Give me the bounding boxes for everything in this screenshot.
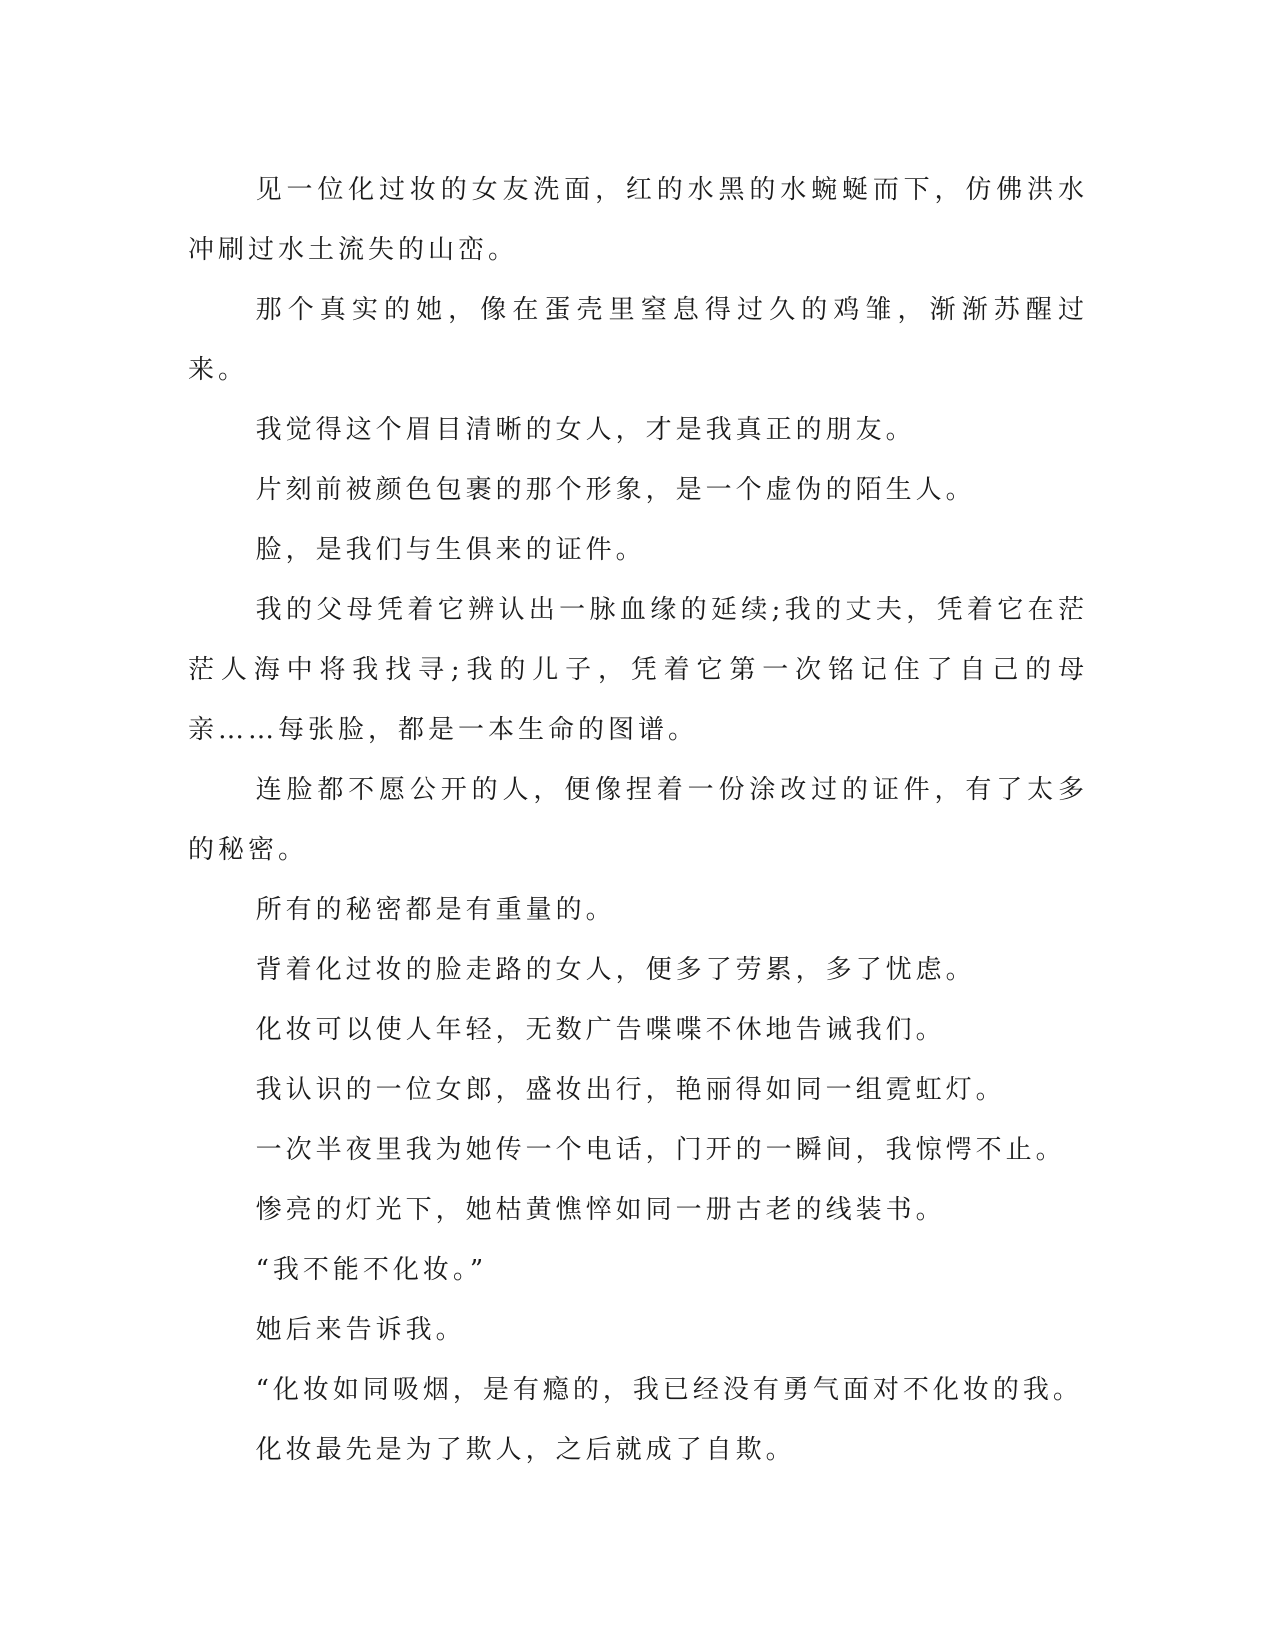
paragraph: 片刻前被颜色包裹的那个形象，是一个虚伪的陌生人。 [255, 475, 976, 505]
paragraph: 化妆可以使人年轻，无数广告喋喋不休地告诫我们。 [255, 1015, 946, 1045]
document-body [188, 160, 1088, 1480]
paragraph: “我不能不化妆。” [255, 1255, 488, 1285]
paragraph: 那个真实的她，像在蛋壳里窒息得过久的鸡雏，渐渐苏醒过来。 [188, 295, 1088, 385]
paragraph: 背着化过妆的脸走路的女人，便多了劳累，多了忧虑。 [255, 955, 976, 985]
paragraph: “化妆如同吸烟，是有瘾的，我已经没有勇气面对不化妆的我。 [255, 1375, 1083, 1405]
paragraph: 她后来告诉我。 [255, 1315, 466, 1345]
paragraph: 脸，是我们与生俱来的证件。 [255, 535, 646, 565]
paragraph: 我认识的一位女郎，盛妆出行，艳丽得如同一组霓虹灯。 [255, 1075, 1006, 1105]
paragraph: 见一位化过妆的女友洗面，红的水黑的水蜿蜒而下，仿佛洪水冲刷过水土流失的山峦。 [188, 175, 1088, 265]
paragraph: 连脸都不愿公开的人，便像捏着一份涂改过的证件，有了太多的秘密。 [188, 775, 1088, 865]
paragraph: 所有的秘密都是有重量的。 [255, 895, 616, 925]
paragraph: 化妆最先是为了欺人，之后就成了自欺。 [255, 1435, 796, 1465]
paragraph: 惨亮的灯光下，她枯黄憔悴如同一册古老的线装书。 [255, 1195, 946, 1225]
paragraph: 我的父母凭着它辨认出一脉血缘的延续;我的丈夫，凭着它在茫茫人海中将我找寻;我的儿子，凭着它第一次铭记住了自己的母亲……每张脸，都是一本生命的图谱。 [188, 595, 1088, 745]
paragraph: 我觉得这个眉目清晰的女人，才是我真正的朋友。 [255, 415, 916, 445]
paragraph: 一次半夜里我为她传一个电话，门开的一瞬间，我惊愕不止。 [255, 1135, 1066, 1165]
